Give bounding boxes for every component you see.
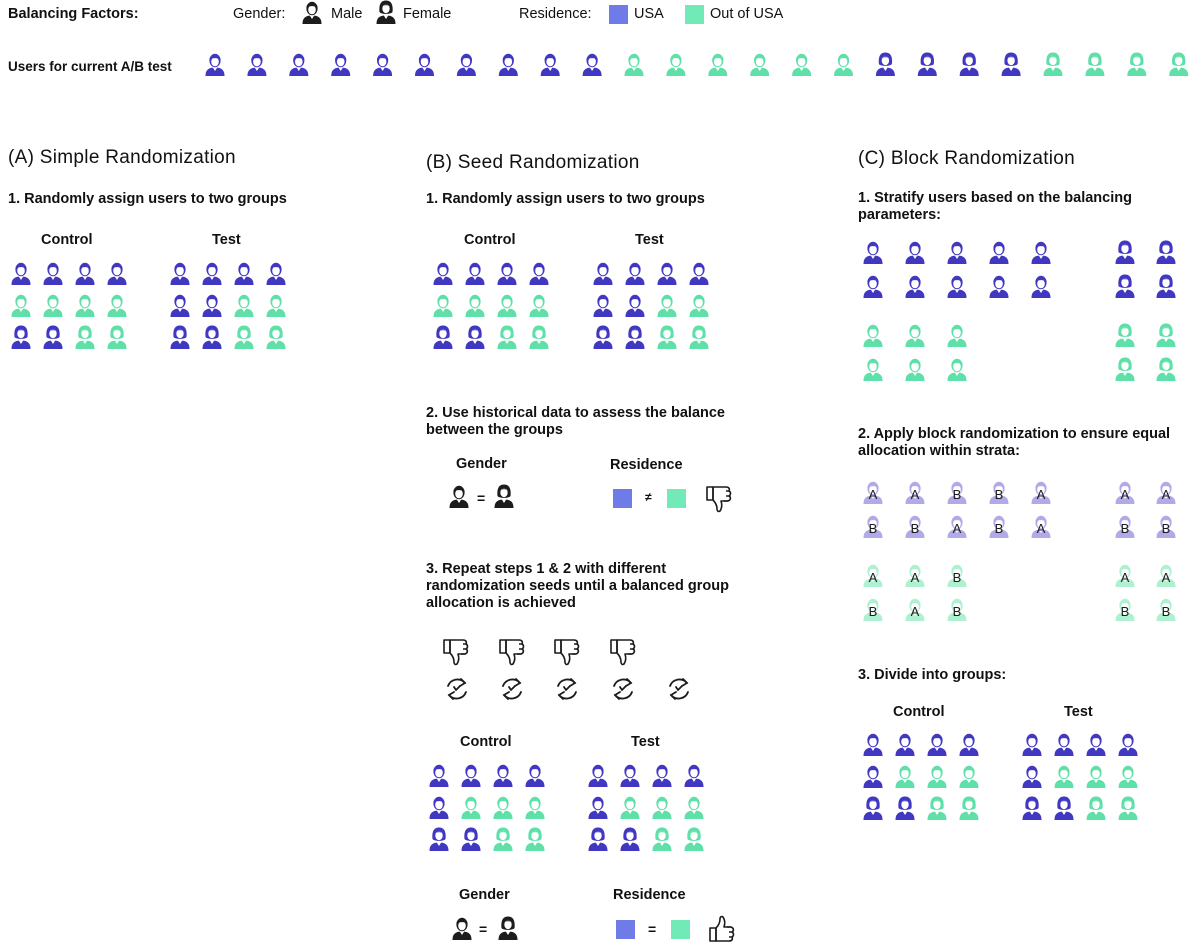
b-gender-male-icon-2 bbox=[453, 918, 472, 940]
b-retry-thumbs-down-icon-1 bbox=[500, 640, 524, 664]
user-icon-6 bbox=[457, 54, 476, 76]
a-control-user-r1-c2 bbox=[76, 295, 95, 317]
a-test-user-r2-c2 bbox=[235, 326, 254, 350]
c-block-out-female-r0-c1-letter: A bbox=[1161, 570, 1171, 585]
c-block-usa-male-r1-c2 bbox=[948, 516, 967, 538]
c-block-usa-male-r0-c2-letter: B bbox=[952, 487, 962, 502]
c-block-usa-male-r1-c4 bbox=[1032, 516, 1051, 538]
user-icon-9 bbox=[583, 54, 602, 76]
c-block-usa-male-r0-c4 bbox=[1032, 482, 1051, 504]
b-control2-user-r0-c3 bbox=[526, 765, 545, 787]
b-test2-user-r2-c2 bbox=[653, 828, 672, 852]
user-icon-8 bbox=[541, 54, 560, 76]
a-test-user-r2-c1 bbox=[203, 326, 222, 350]
b-test-user-r2-c0 bbox=[594, 326, 613, 350]
a-control-user-r0-c2 bbox=[76, 263, 95, 285]
c-block-usa-female-r0-c1 bbox=[1157, 482, 1176, 504]
usa-legend-label: USA bbox=[634, 6, 664, 22]
c-block-usa-female-r0-c0 bbox=[1116, 482, 1135, 504]
a-test-user-r0-c3 bbox=[267, 263, 286, 285]
c-block-usa-male-r0-c3-letter: B bbox=[994, 487, 1004, 502]
b-control-user-r1-c1 bbox=[466, 295, 485, 317]
user-icon-10 bbox=[625, 54, 644, 76]
c-block-usa-female-r1-c0 bbox=[1116, 516, 1135, 538]
c-strata-usa-male-r1-c3 bbox=[990, 276, 1009, 298]
c-block-out-female-r1-c1-letter: B bbox=[1161, 604, 1171, 619]
user-icon-0 bbox=[206, 54, 225, 76]
c-test-user-r1-c2 bbox=[1087, 766, 1106, 788]
residence-not-equal-sign: ≠ bbox=[645, 490, 652, 504]
b-control2-user-r1-c0 bbox=[430, 797, 449, 819]
section-c-step3: 3. Divide into groups: bbox=[858, 667, 1007, 683]
user-icon-20 bbox=[1044, 53, 1063, 77]
b-test2-user-r1-c3 bbox=[685, 797, 704, 819]
c-block-out-male-r0-c0-letter: A bbox=[868, 570, 878, 585]
c-test-user-r0-c2 bbox=[1087, 734, 1106, 756]
out-of-usa-legend-label: Out of USA bbox=[710, 6, 784, 22]
section-a-control-label: Control bbox=[41, 232, 93, 248]
b-control-user-r0-c3 bbox=[530, 263, 549, 285]
c-block-usa-male-r1-c4-letter: A bbox=[1036, 521, 1046, 536]
b-retry-refresh-icon-0 bbox=[448, 679, 466, 699]
b-retry-refresh-icon-3 bbox=[614, 679, 632, 699]
c-block-out-female-r0-c0 bbox=[1116, 565, 1135, 587]
a-control-user-r1-c3 bbox=[108, 295, 127, 317]
c-block-usa-male-r1-c1 bbox=[906, 516, 925, 538]
section-b-test-label-2: Test bbox=[631, 734, 660, 750]
c-strata-out-male-r0-c1 bbox=[906, 325, 925, 347]
b-gender-female-icon-2 bbox=[499, 917, 518, 941]
b-test2-user-r2-c1 bbox=[621, 828, 640, 852]
b-gender-female-icon bbox=[495, 485, 514, 509]
a-control-user-r2-c0 bbox=[12, 326, 31, 350]
c-strata-usa-male-r0-c3 bbox=[990, 242, 1009, 264]
a-test-user-r0-c2 bbox=[235, 263, 254, 285]
b-test-user-r0-c0 bbox=[594, 263, 613, 285]
a-control-user-r1-c0 bbox=[12, 295, 31, 317]
b-control-user-r0-c0 bbox=[434, 263, 453, 285]
a-test-user-r1-c2 bbox=[235, 295, 254, 317]
c-block-usa-female-r1-c1 bbox=[1157, 516, 1176, 538]
male-legend-label: Male bbox=[331, 6, 363, 22]
section-b-step1: 1. Randomly assign users to two groups bbox=[426, 191, 705, 207]
c-strata-usa-female-r1-c1 bbox=[1157, 275, 1176, 299]
section-b-control-label: Control bbox=[464, 232, 516, 248]
b-control-user-r0-c2 bbox=[498, 263, 517, 285]
b-control2-user-r0-c0 bbox=[430, 765, 449, 787]
c-test-user-r2-c0 bbox=[1023, 797, 1042, 821]
b-retry-refresh-icon-4 bbox=[670, 679, 688, 699]
user-icon-12 bbox=[708, 54, 727, 76]
c-block-usa-male-r0-c2 bbox=[948, 482, 967, 504]
c-control-user-r2-c2 bbox=[928, 797, 947, 821]
a-test-user-r0-c1 bbox=[203, 263, 222, 285]
c-block-usa-male-r1-c0 bbox=[864, 516, 883, 538]
c-strata-out-male-r1-c0 bbox=[864, 359, 883, 381]
b-test2-user-r1-c0 bbox=[589, 797, 608, 819]
user-icon-3 bbox=[331, 54, 350, 76]
gender-equal-sign: = bbox=[477, 490, 486, 506]
b-retry-thumbs-down-icon-0 bbox=[444, 640, 468, 664]
c-block-usa-male-r0-c4-letter: A bbox=[1036, 487, 1046, 502]
b-control-user-r2-c3 bbox=[530, 326, 549, 350]
user-icon-15 bbox=[834, 54, 853, 76]
b-control2-user-r2-c1 bbox=[462, 828, 481, 852]
c-strata-usa-male-r0-c2 bbox=[948, 242, 967, 264]
a-control-user-r0-c3 bbox=[108, 263, 127, 285]
user-icon-1 bbox=[247, 54, 266, 76]
c-block-out-male-r0-c1-letter: A bbox=[910, 570, 920, 585]
section-c-step2: 2. Apply block randomization to ensure equal allocation within strata: bbox=[858, 426, 1171, 459]
a-control-user-r1-c1 bbox=[44, 295, 63, 317]
b-test-user-r2-c2 bbox=[658, 326, 677, 350]
b-retry-refresh-icon-1 bbox=[503, 679, 521, 699]
c-strata-usa-male-r1-c4 bbox=[1032, 276, 1051, 298]
c-block-usa-male-r1-c0-letter: B bbox=[868, 521, 878, 536]
a-test-user-r1-c3 bbox=[267, 295, 286, 317]
section-b-gender-label-2: Gender bbox=[459, 887, 510, 903]
b-control2-user-r0-c1 bbox=[462, 765, 481, 787]
c-strata-out-female-r0-c0 bbox=[1116, 324, 1135, 348]
b-control-user-r2-c2 bbox=[498, 326, 517, 350]
b-test2-user-r1-c1 bbox=[621, 797, 640, 819]
c-block-usa-female-r1-c1-letter: B bbox=[1161, 521, 1171, 536]
c-block-usa-male-r1-c3-letter: B bbox=[994, 521, 1004, 536]
c-block-out-female-r0-c0-letter: A bbox=[1120, 570, 1130, 585]
b-test2-user-r0-c2 bbox=[653, 765, 672, 787]
c-test-user-r2-c2 bbox=[1087, 797, 1106, 821]
a-test-user-r1-c1 bbox=[203, 295, 222, 317]
c-strata-usa-male-r1-c0 bbox=[864, 276, 883, 298]
male-legend-icon bbox=[303, 2, 322, 24]
c-block-usa-male-r0-c3 bbox=[990, 482, 1009, 504]
b-test-user-r1-c2 bbox=[658, 295, 677, 317]
c-block-out-male-r1-c0 bbox=[864, 599, 883, 621]
c-strata-out-female-r1-c0 bbox=[1116, 358, 1135, 382]
c-block-usa-male-r1-c3 bbox=[990, 516, 1009, 538]
gender-legend-label: Gender: bbox=[233, 6, 286, 22]
a-control-user-r2-c2 bbox=[76, 326, 95, 350]
b-thumbs-down-icon bbox=[707, 487, 731, 511]
c-block-out-male-r1-c0-letter: B bbox=[868, 604, 878, 619]
user-icon-11 bbox=[666, 54, 685, 76]
a-test-user-r1-c0 bbox=[171, 295, 190, 317]
a-control-user-r2-c3 bbox=[108, 326, 127, 350]
residence-legend-label: Residence: bbox=[519, 6, 592, 22]
c-strata-usa-female-r0-c1 bbox=[1157, 241, 1176, 265]
section-a-title: (A) Simple Randomization bbox=[8, 147, 236, 168]
c-block-usa-male-r0-c1 bbox=[906, 482, 925, 504]
c-test-user-r0-c1 bbox=[1055, 734, 1074, 756]
c-test-user-r1-c3 bbox=[1119, 766, 1138, 788]
c-strata-usa-male-r0-c4 bbox=[1032, 242, 1051, 264]
b-control-user-r0-c1 bbox=[466, 263, 485, 285]
section-b-residence-label-2: Residence bbox=[613, 887, 686, 903]
c-strata-usa-male-r0-c0 bbox=[864, 242, 883, 264]
b-test-user-r2-c3 bbox=[690, 326, 709, 350]
c-strata-out-male-r0-c0 bbox=[864, 325, 883, 347]
a-test-user-r2-c0 bbox=[171, 326, 190, 350]
c-block-usa-male-r0-c0 bbox=[864, 482, 883, 504]
c-test-user-r2-c3 bbox=[1119, 797, 1138, 821]
c-strata-usa-male-r1-c2 bbox=[948, 276, 967, 298]
b-test-user-r0-c3 bbox=[690, 263, 709, 285]
c-control-user-r0-c0 bbox=[864, 734, 883, 756]
c-control-user-r2-c1 bbox=[896, 797, 915, 821]
section-b-title: (B) Seed Randomization bbox=[426, 152, 640, 173]
a-test-user-r2-c3 bbox=[267, 326, 286, 350]
b-gender-male-icon bbox=[450, 486, 469, 508]
b-control-user-r1-c2 bbox=[498, 295, 517, 317]
c-block-usa-female-r1-c0-letter: B bbox=[1120, 521, 1130, 536]
section-b-step2: 2. Use historical data to assess the balance between the groups bbox=[426, 405, 725, 438]
c-test-user-r0-c3 bbox=[1119, 734, 1138, 756]
c-block-out-male-r0-c1 bbox=[906, 565, 925, 587]
c-test-user-r1-c0 bbox=[1023, 766, 1042, 788]
b-control-user-r1-c0 bbox=[434, 295, 453, 317]
b-test2-user-r1-c2 bbox=[653, 797, 672, 819]
c-control-user-r0-c1 bbox=[896, 734, 915, 756]
section-b-test-label: Test bbox=[635, 232, 664, 248]
b-retry-thumbs-down-icon-2 bbox=[555, 640, 579, 664]
c-strata-usa-male-r1-c1 bbox=[906, 276, 925, 298]
c-block-out-male-r1-c1-letter: A bbox=[910, 604, 920, 619]
c-block-out-female-r1-c0-letter: B bbox=[1120, 604, 1130, 619]
c-strata-out-male-r1-c1 bbox=[906, 359, 925, 381]
balancing-factors-title: Balancing Factors: bbox=[8, 6, 139, 22]
c-strata-usa-female-r0-c0 bbox=[1116, 241, 1135, 265]
c-block-out-male-r0-c2 bbox=[948, 565, 967, 587]
b-control2-user-r1-c2 bbox=[494, 797, 513, 819]
c-block-out-female-r0-c1 bbox=[1157, 565, 1176, 587]
c-block-out-male-r1-c2 bbox=[948, 599, 967, 621]
b-test2-user-r2-c3 bbox=[685, 828, 704, 852]
user-icon-5 bbox=[415, 54, 434, 76]
user-icon-23 bbox=[1169, 53, 1188, 77]
section-b-step3: 3. Repeat steps 1 & 2 with different randomization seeds until a balanced group allocation is achieved bbox=[426, 561, 729, 611]
b-test2-user-r0-c3 bbox=[685, 765, 704, 787]
c-block-out-male-r1-c2-letter: B bbox=[952, 604, 962, 619]
c-control-user-r1-c1 bbox=[896, 766, 915, 788]
c-block-out-male-r1-c1 bbox=[906, 599, 925, 621]
c-control-user-r2-c0 bbox=[864, 797, 883, 821]
c-test-user-r1-c1 bbox=[1055, 766, 1074, 788]
c-strata-out-female-r1-c1 bbox=[1157, 358, 1176, 382]
c-control-user-r2-c3 bbox=[960, 797, 979, 821]
c-block-usa-female-r0-c0-letter: A bbox=[1120, 487, 1130, 502]
b-control2-user-r1-c3 bbox=[526, 797, 545, 819]
b-control-user-r1-c3 bbox=[530, 295, 549, 317]
user-icon-21 bbox=[1085, 53, 1104, 77]
users-row-label: Users for current A/B test bbox=[8, 59, 172, 74]
b-test-user-r1-c0 bbox=[594, 295, 613, 317]
b-test-user-r2-c1 bbox=[626, 326, 645, 350]
section-c-title: (C) Block Randomization bbox=[858, 148, 1076, 169]
c-test-user-r2-c1 bbox=[1055, 797, 1074, 821]
b-control2-user-r1-c1 bbox=[462, 797, 481, 819]
a-control-user-r2-c1 bbox=[44, 326, 63, 350]
section-b-residence-label: Residence bbox=[610, 457, 683, 473]
c-strata-usa-male-r0-c1 bbox=[906, 242, 925, 264]
c-strata-usa-female-r1-c0 bbox=[1116, 275, 1135, 299]
c-block-usa-male-r0-c0-letter: A bbox=[868, 487, 878, 502]
residence-equal-sign-2: = bbox=[648, 921, 657, 937]
section-a-step1: 1. Randomly assign users to two groups bbox=[8, 191, 287, 207]
b-test2-user-r0-c0 bbox=[589, 765, 608, 787]
c-control-user-r1-c2 bbox=[928, 766, 947, 788]
b-control2-user-r2-c3 bbox=[526, 828, 545, 852]
a-control-user-r0-c1 bbox=[44, 263, 63, 285]
user-icon-19 bbox=[1002, 53, 1021, 77]
c-block-usa-male-r0-c1-letter: A bbox=[910, 487, 920, 502]
b-test-user-r0-c1 bbox=[626, 263, 645, 285]
a-test-user-r0-c0 bbox=[171, 263, 190, 285]
a-control-user-r0-c0 bbox=[12, 263, 31, 285]
c-block-usa-male-r1-c1-letter: B bbox=[910, 521, 920, 536]
b-control2-user-r2-c0 bbox=[430, 828, 449, 852]
b-retry-refresh-icon-2 bbox=[558, 679, 576, 699]
female-legend-label: Female bbox=[403, 6, 452, 22]
section-c-step1: 1. Stratify users based on the balancing parameters: bbox=[858, 190, 1132, 223]
user-icon-18 bbox=[960, 53, 979, 77]
user-icon-14 bbox=[792, 54, 811, 76]
b-test-user-r1-c3 bbox=[690, 295, 709, 317]
user-icon-16 bbox=[876, 53, 895, 77]
c-control-user-r0-c3 bbox=[960, 734, 979, 756]
c-block-out-female-r1-c1 bbox=[1157, 599, 1176, 621]
section-b-gender-label: Gender bbox=[456, 456, 507, 472]
b-test-user-r1-c1 bbox=[626, 295, 645, 317]
b-control-user-r2-c0 bbox=[434, 326, 453, 350]
c-block-out-male-r0-c0 bbox=[864, 565, 883, 587]
section-c-control-label: Control bbox=[893, 704, 945, 720]
b-test2-user-r2-c0 bbox=[589, 828, 608, 852]
c-strata-out-female-r0-c1 bbox=[1157, 324, 1176, 348]
c-control-user-r1-c3 bbox=[960, 766, 979, 788]
c-control-user-r0-c2 bbox=[928, 734, 947, 756]
user-icon-4 bbox=[373, 54, 392, 76]
user-icon-7 bbox=[499, 54, 518, 76]
user-icon-13 bbox=[750, 54, 769, 76]
b-control2-user-r2-c2 bbox=[494, 828, 513, 852]
b-test-user-r0-c2 bbox=[658, 263, 677, 285]
c-block-usa-female-r0-c1-letter: A bbox=[1161, 487, 1171, 502]
section-a-test-label: Test bbox=[212, 232, 241, 248]
c-block-usa-male-r1-c2-letter: A bbox=[952, 521, 962, 536]
b-thumbs-up-icon bbox=[710, 917, 734, 941]
section-b-control-label-2: Control bbox=[460, 734, 512, 750]
c-block-out-male-r0-c2-letter: B bbox=[952, 570, 962, 585]
c-strata-out-male-r0-c2 bbox=[948, 325, 967, 347]
user-icon-17 bbox=[918, 53, 937, 77]
section-c-test-label: Test bbox=[1064, 704, 1093, 720]
female-legend-icon bbox=[377, 1, 396, 25]
b-retry-thumbs-down-icon-3 bbox=[611, 640, 635, 664]
c-control-user-r1-c0 bbox=[864, 766, 883, 788]
user-icon-22 bbox=[1127, 53, 1146, 77]
b-test2-user-r0-c1 bbox=[621, 765, 640, 787]
c-block-out-female-r1-c0 bbox=[1116, 599, 1135, 621]
gender-equal-sign-2: = bbox=[479, 921, 488, 937]
user-icon-2 bbox=[289, 54, 308, 76]
c-strata-out-male-r1-c2 bbox=[948, 359, 967, 381]
b-control-user-r2-c1 bbox=[466, 326, 485, 350]
c-test-user-r0-c0 bbox=[1023, 734, 1042, 756]
b-control2-user-r0-c2 bbox=[494, 765, 513, 787]
